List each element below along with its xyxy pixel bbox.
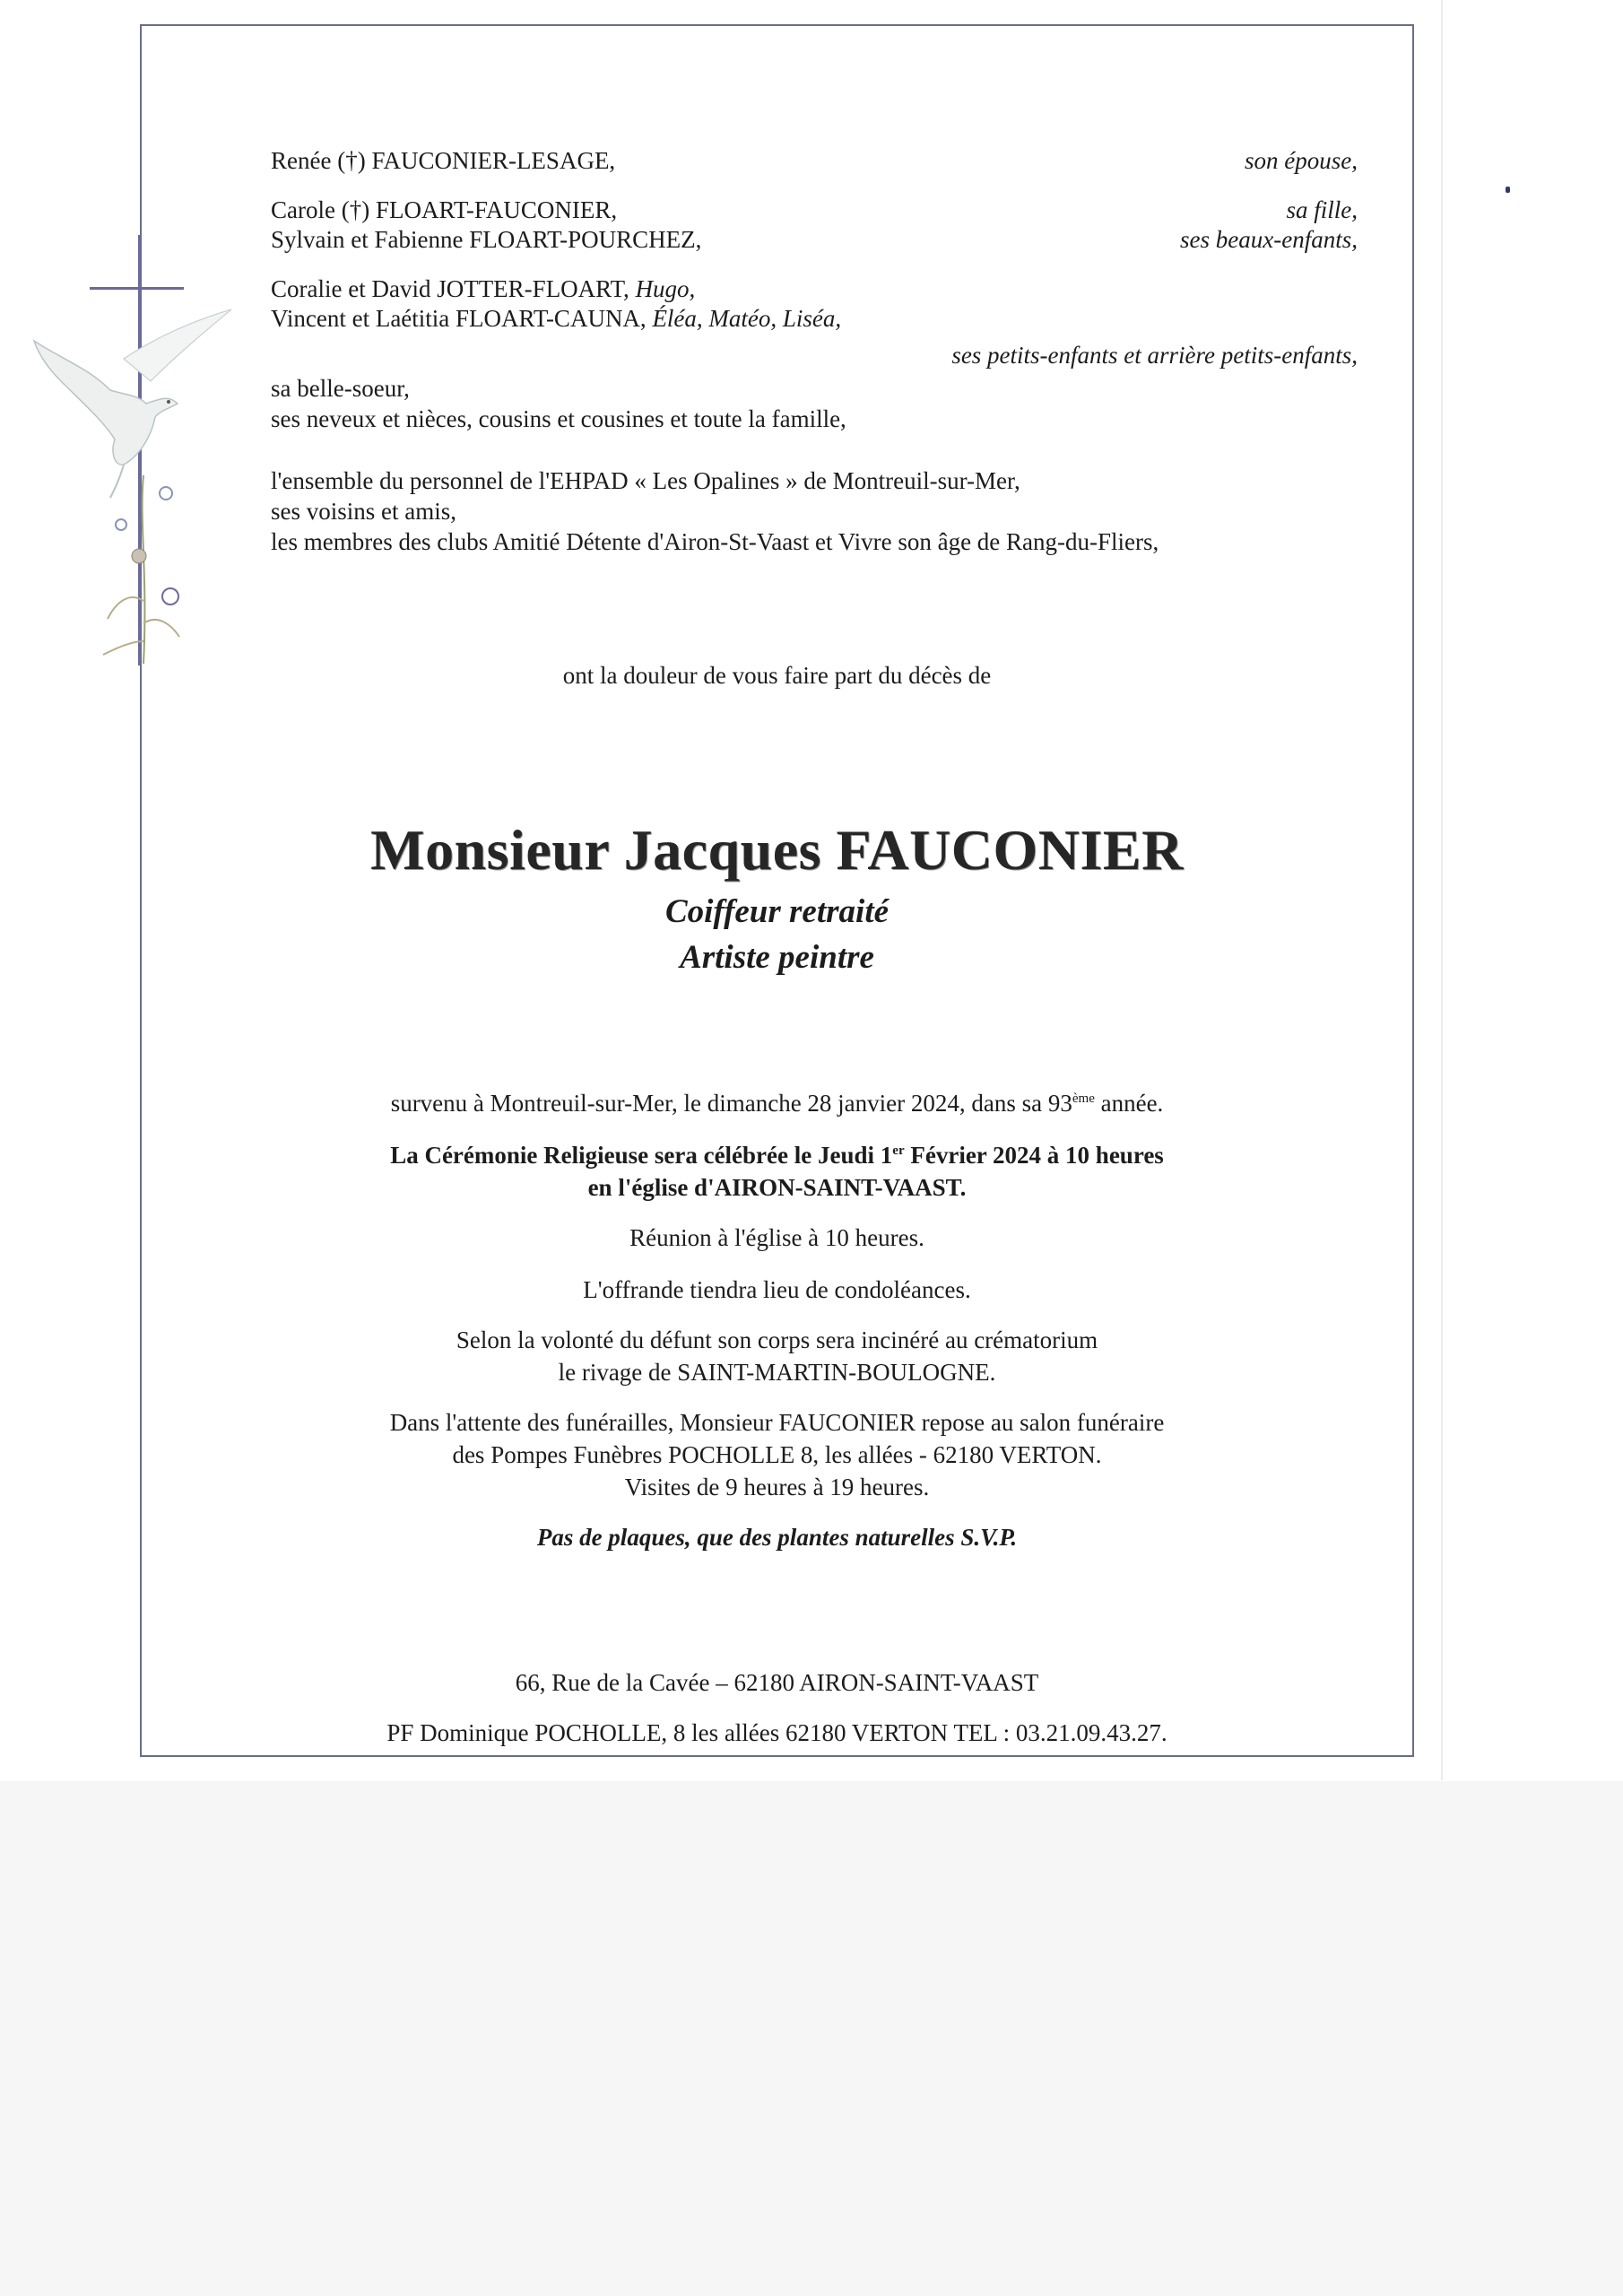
- family-children: Éléa, Matéo, Liséa,: [652, 305, 842, 332]
- ceremony-text-end: Février 2024 à 10 heures: [904, 1142, 1164, 1169]
- flowers-note: Pas de plaques, que des plantes naturelles S.V.P.: [536, 1524, 1018, 1551]
- death-text: survenu à Montreuil-sur-Mer, le dimanche 28 janvier 2024, dans sa 93: [390, 1090, 1072, 1117]
- family-line: [271, 304, 1358, 334]
- scan-speck: [1506, 187, 1510, 193]
- offrande-text: L'offrande tiendra lieu de condoléances.: [583, 1276, 971, 1303]
- deceased-title: Artiste peintre: [680, 939, 874, 976]
- flower-icon: [94, 466, 193, 673]
- ceremony-sup: er: [892, 1144, 905, 1158]
- family-role: sa fille,: [1286, 196, 1358, 223]
- funeral-home-contact: PF Dominique POCHOLLE, 8 les allées 62180 VERTON TEL : 03.21.09.43.27.: [386, 1719, 1167, 1746]
- family-name: Carole (†) FLOART-FAUCONIER,: [271, 196, 618, 223]
- death-notice: [140, 1087, 1414, 1119]
- visits-text: Visites de 9 heures à 19 heures.: [624, 1474, 930, 1500]
- cremation-text: Selon la volonté du défunt son corps sera incinéré au crématorium: [456, 1326, 1098, 1353]
- family-line: [271, 274, 1358, 304]
- death-sup: ème: [1072, 1091, 1095, 1106]
- scan-margin: [0, 1781, 1623, 2296]
- home-address: 66, Rue de la Cavée – 62180 AIRON-SAINT-VAAST: [515, 1669, 1039, 1696]
- family-children: Hugo,: [635, 275, 696, 302]
- family-line: sa belle-soeur,: [271, 375, 410, 402]
- family-role: ses beaux-enfants,: [1180, 226, 1358, 253]
- family-role: ses petits-enfants et arrière petits-enfants,: [951, 342, 1358, 369]
- family-name: Vincent et Laétitia FLOART-CAUNA,: [271, 305, 653, 332]
- family-line: ses voisins et amis,: [271, 498, 456, 525]
- announce-text: ont la douleur de vous faire part du décès de: [562, 662, 992, 689]
- family-line: l'ensemble du personnel de l'EHPAD « Les Opalines » de Montreuil-sur-Mer,: [271, 467, 1020, 494]
- ceremony-line: [140, 1139, 1414, 1171]
- deceased-title: Coiffeur retraité: [664, 893, 890, 930]
- family-role: son épouse,: [1245, 147, 1358, 174]
- family-line: [271, 146, 1358, 176]
- salon-text: Dans l'attente des funérailles, Monsieur FAUCONIER repose au salon funéraire: [389, 1409, 1165, 1436]
- family-name: Sylvain et Fabienne FLOART-POURCHEZ,: [271, 226, 702, 253]
- ceremony-text: La Cérémonie Religieuse sera célébrée le Jeudi 1: [390, 1142, 893, 1169]
- family-line: [271, 225, 1358, 255]
- family-line: ses neveux et nièces, cousins et cousines et toute la famille,: [271, 405, 846, 432]
- cremation-place: le rivage de SAINT-MARTIN-BOULOGNE.: [558, 1359, 996, 1386]
- deceased-name: Monsieur Jacques FAUCONIER: [370, 818, 1184, 882]
- death-text-end: année.: [1094, 1090, 1164, 1117]
- scan-edge: [1441, 0, 1443, 1780]
- family-line: [271, 196, 1358, 225]
- ceremony-place: en l'église d'AIRON-SAINT-VAAST.: [587, 1174, 967, 1201]
- family-name: Renée (†) FAUCONIER-LESAGE,: [271, 147, 616, 174]
- salon-address: des Pompes Funèbres POCHOLLE 8, les allées - 62180 VERTON.: [452, 1441, 1102, 1468]
- family-line: les membres des clubs Amitié Détente d'Airon-St-Vaast et Vivre son âge de Rang-du-Fliers,: [271, 528, 1159, 555]
- reunion-text: Réunion à l'église à 10 heures.: [629, 1224, 924, 1251]
- family-name: Coralie et David JOTTER-FLOART,: [271, 275, 636, 302]
- cross-bar: [90, 287, 184, 290]
